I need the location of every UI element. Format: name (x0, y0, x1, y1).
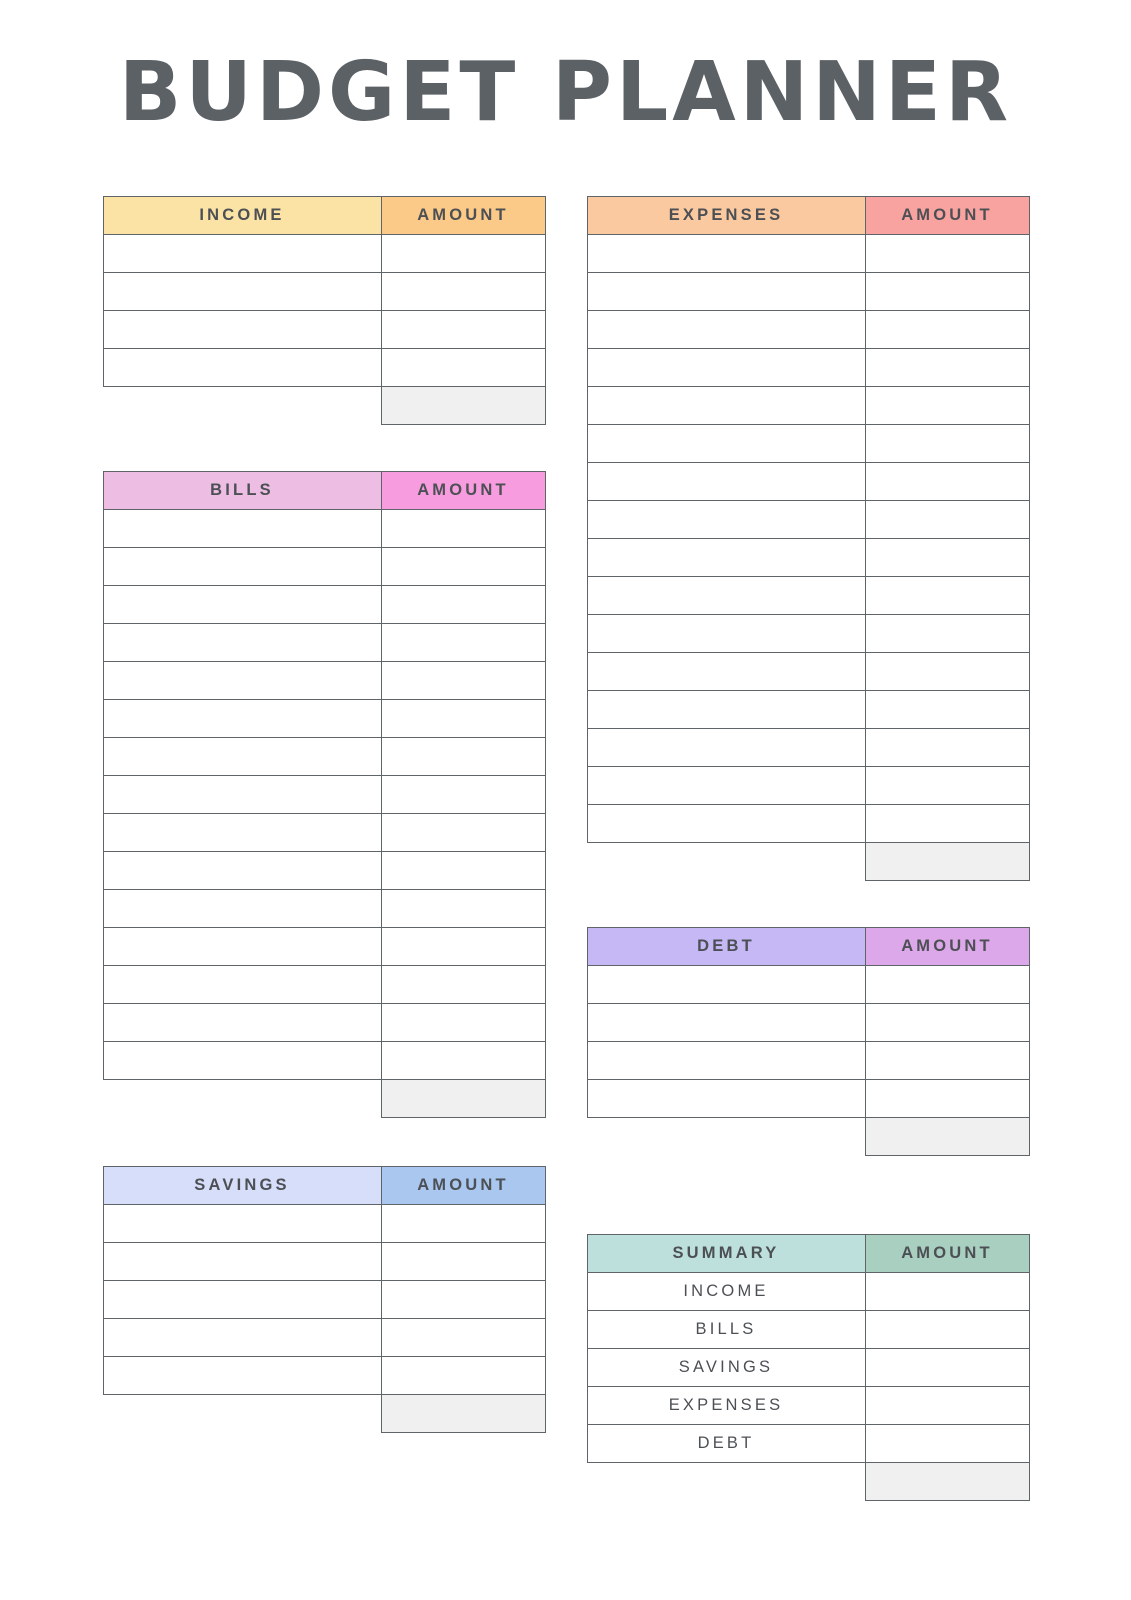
table-row[interactable] (103, 700, 545, 738)
savings-header-label: SAVINGS (103, 1167, 381, 1205)
bills-row-amount-12[interactable] (381, 928, 545, 966)
left-column (103, 196, 545, 1433)
table-row[interactable] (587, 767, 1029, 805)
income-header-label: INCOME (103, 197, 381, 235)
summary-header-label: SUMMARY (587, 1235, 865, 1273)
debt-table-body (587, 928, 1029, 1156)
expenses-row-label-3[interactable] (587, 311, 865, 349)
summary-table (587, 1234, 1030, 1501)
bills-row-label-9[interactable] (103, 814, 381, 852)
table-row[interactable] (587, 1425, 1029, 1463)
summary-row-debt-amount[interactable] (865, 1425, 1029, 1463)
expenses-row-amount-15[interactable] (865, 767, 1029, 805)
right-column (587, 196, 1029, 1501)
summary-row-income-amount[interactable] (865, 1273, 1029, 1311)
bills-row-label-11[interactable] (103, 890, 381, 928)
table-row[interactable] (587, 387, 1029, 425)
summary-header-row (587, 1235, 1029, 1273)
table-row[interactable] (103, 966, 545, 1004)
bills-table (103, 471, 546, 1118)
table-row[interactable] (103, 311, 545, 349)
bills-row-amount-5[interactable] (381, 662, 545, 700)
table-row[interactable] (103, 928, 545, 966)
table-row[interactable] (587, 691, 1029, 729)
income-row-label-1[interactable] (103, 235, 381, 273)
table-row[interactable] (587, 615, 1029, 653)
income-row-label-4[interactable] (103, 349, 381, 387)
debt-amount-header: AMOUNT (865, 928, 1029, 966)
expenses-row-amount-3[interactable] (865, 311, 1029, 349)
debt-row-amount-1[interactable] (865, 966, 1029, 1004)
expenses-row-label-6[interactable] (587, 425, 865, 463)
spacer-expenses-debt (587, 881, 1029, 927)
savings-total-box[interactable] (381, 1395, 545, 1433)
bills-amount-header: AMOUNT (381, 472, 545, 510)
table-row[interactable] (103, 814, 545, 852)
debt-row-amount-2[interactable] (865, 1004, 1029, 1042)
bills-row-label-15[interactable] (103, 1042, 381, 1080)
table-row[interactable] (587, 1042, 1029, 1080)
savings-row-amount-1[interactable] (381, 1205, 545, 1243)
savings-row-amount-4[interactable] (381, 1319, 545, 1357)
bills-row-label-13[interactable] (103, 966, 381, 1004)
income-total-box[interactable] (381, 387, 545, 425)
debt-total-row (587, 1118, 1029, 1156)
bills-row-amount-4[interactable] (381, 624, 545, 662)
expenses-table (587, 196, 1030, 881)
bills-row-amount-13[interactable] (381, 966, 545, 1004)
expenses-row-label-5[interactable] (587, 387, 865, 425)
expenses-row-label-1[interactable] (587, 235, 865, 273)
bills-row-label-4[interactable] (103, 624, 381, 662)
spacer-income-bills (103, 425, 545, 471)
bills-row-label-1[interactable] (103, 510, 381, 548)
bills-row-label-8[interactable] (103, 776, 381, 814)
income-table-body (103, 197, 545, 425)
bills-row-amount-14[interactable] (381, 1004, 545, 1042)
expenses-header-label: EXPENSES (587, 197, 865, 235)
table-row[interactable] (587, 1004, 1029, 1042)
expenses-row-amount-4[interactable] (865, 349, 1029, 387)
expenses-row-label-15[interactable] (587, 767, 865, 805)
bills-row-label-6[interactable] (103, 700, 381, 738)
bills-row-label-12[interactable] (103, 928, 381, 966)
debt-header-row (587, 928, 1029, 966)
bills-header-row (103, 472, 545, 510)
expenses-row-label-16[interactable] (587, 805, 865, 843)
bills-row-label-7[interactable] (103, 738, 381, 776)
table-row[interactable] (587, 273, 1029, 311)
expenses-row-label-12[interactable] (587, 653, 865, 691)
table-row[interactable] (587, 463, 1029, 501)
debt-row-label-4[interactable] (587, 1080, 865, 1118)
income-total-row (103, 387, 545, 425)
bills-table-body (103, 472, 545, 1118)
table-row[interactable] (587, 729, 1029, 767)
income-row-label-3[interactable] (103, 311, 381, 349)
bills-row-label-10[interactable] (103, 852, 381, 890)
expenses-row-amount-2[interactable] (865, 273, 1029, 311)
table-row[interactable] (103, 1243, 545, 1281)
bills-row-amount-15[interactable] (381, 1042, 545, 1080)
bills-row-label-2[interactable] (103, 548, 381, 586)
spacer-debt-summary (587, 1156, 1029, 1234)
expenses-row-label-14[interactable] (587, 729, 865, 767)
summary-row-savings-amount[interactable] (865, 1349, 1029, 1387)
table-row[interactable] (103, 349, 545, 387)
savings-row-amount-3[interactable] (381, 1281, 545, 1319)
table-row[interactable] (103, 1004, 545, 1042)
expenses-row-amount-12[interactable] (865, 653, 1029, 691)
bills-row-amount-3[interactable] (381, 586, 545, 624)
income-row-amount-2[interactable] (381, 273, 545, 311)
expenses-row-label-10[interactable] (587, 577, 865, 615)
bills-row-amount-8[interactable] (381, 776, 545, 814)
savings-row-label-2[interactable] (103, 1243, 381, 1281)
expenses-total-spacer (587, 843, 865, 881)
bills-row-amount-2[interactable] (381, 548, 545, 586)
savings-table (103, 1166, 546, 1433)
table-row[interactable] (103, 890, 545, 928)
table-row[interactable] (103, 586, 545, 624)
income-header-row (103, 197, 545, 235)
expenses-row-amount-11[interactable] (865, 615, 1029, 653)
expenses-row-amount-1[interactable] (865, 235, 1029, 273)
summary-total-box[interactable] (865, 1463, 1029, 1501)
debt-header-label: DEBT (587, 928, 865, 966)
debt-row-amount-4[interactable] (865, 1080, 1029, 1118)
income-row-amount-1[interactable] (381, 235, 545, 273)
bills-header-label: BILLS (103, 472, 381, 510)
expenses-row-amount-9[interactable] (865, 539, 1029, 577)
summary-amount-header: AMOUNT (865, 1235, 1029, 1273)
savings-total-row (103, 1395, 545, 1433)
debt-total-spacer (587, 1118, 865, 1156)
spacer-bills-savings (103, 1118, 545, 1166)
table-row[interactable] (103, 776, 545, 814)
expenses-table-body (587, 197, 1029, 881)
debt-row-label-1[interactable] (587, 966, 865, 1004)
table-row[interactable] (103, 1357, 545, 1395)
table-row[interactable] (587, 539, 1029, 577)
expenses-header-row (587, 197, 1029, 235)
table-row[interactable] (587, 1387, 1029, 1425)
debt-total-box[interactable] (865, 1118, 1029, 1156)
savings-row-label-5[interactable] (103, 1357, 381, 1395)
income-row-label-2[interactable] (103, 273, 381, 311)
table-row[interactable] (103, 273, 545, 311)
bills-total-row (103, 1080, 545, 1118)
bills-row-label-5[interactable] (103, 662, 381, 700)
expenses-row-label-13[interactable] (587, 691, 865, 729)
table-row[interactable] (587, 966, 1029, 1004)
savings-row-label-3[interactable] (103, 1281, 381, 1319)
table-row[interactable] (587, 425, 1029, 463)
table-row[interactable] (587, 311, 1029, 349)
debt-row-label-2[interactable] (587, 1004, 865, 1042)
table-row[interactable] (103, 548, 545, 586)
expenses-row-label-7[interactable] (587, 463, 865, 501)
income-amount-header: AMOUNT (381, 197, 545, 235)
summary-row-expenses-amount[interactable] (865, 1387, 1029, 1425)
tables-container (0, 196, 1131, 1501)
table-row[interactable] (103, 510, 545, 548)
summary-row-expenses-label: EXPENSES (587, 1387, 865, 1425)
table-row[interactable] (103, 852, 545, 890)
bills-row-amount-9[interactable] (381, 814, 545, 852)
summary-row-income-label: INCOME (587, 1273, 865, 1311)
savings-row-amount-5[interactable] (381, 1357, 545, 1395)
table-row[interactable] (103, 235, 545, 273)
expenses-total-box[interactable] (865, 843, 1029, 881)
bills-row-amount-7[interactable] (381, 738, 545, 776)
table-row[interactable] (103, 1281, 545, 1319)
expenses-row-label-8[interactable] (587, 501, 865, 539)
table-row[interactable] (587, 501, 1029, 539)
table-row[interactable] (103, 1319, 545, 1357)
table-row[interactable] (103, 1042, 545, 1080)
table-row[interactable] (587, 1080, 1029, 1118)
income-table (103, 196, 546, 425)
expenses-row-amount-8[interactable] (865, 501, 1029, 539)
expenses-row-amount-16[interactable] (865, 805, 1029, 843)
page-title: BUDGET PLANNER (118, 45, 1013, 140)
savings-total-spacer (103, 1395, 381, 1433)
expenses-total-row (587, 843, 1029, 881)
bills-total-box[interactable] (381, 1080, 545, 1118)
savings-table-body (103, 1167, 545, 1433)
table-row[interactable] (587, 1349, 1029, 1387)
expenses-row-label-2[interactable] (587, 273, 865, 311)
table-row[interactable] (103, 1205, 545, 1243)
table-row[interactable] (587, 1273, 1029, 1311)
expenses-row-amount-10[interactable] (865, 577, 1029, 615)
income-total-spacer (103, 387, 381, 425)
table-row[interactable] (587, 1311, 1029, 1349)
expenses-row-amount-14[interactable] (865, 729, 1029, 767)
summary-row-debt-label: DEBT (587, 1425, 865, 1463)
table-row[interactable] (103, 738, 545, 776)
table-row[interactable] (587, 805, 1029, 843)
expenses-row-label-4[interactable] (587, 349, 865, 387)
summary-row-savings-label: SAVINGS (587, 1349, 865, 1387)
table-row[interactable] (587, 653, 1029, 691)
savings-row-label-1[interactable] (103, 1205, 381, 1243)
savings-row-amount-2[interactable] (381, 1243, 545, 1281)
bills-row-amount-6[interactable] (381, 700, 545, 738)
income-row-amount-3[interactable] (381, 311, 545, 349)
summary-row-bills-label: BILLS (587, 1311, 865, 1349)
debt-row-label-3[interactable] (587, 1042, 865, 1080)
bills-row-amount-1[interactable] (381, 510, 545, 548)
debt-row-amount-3[interactable] (865, 1042, 1029, 1080)
summary-total-row (587, 1463, 1029, 1501)
table-row[interactable] (587, 235, 1029, 273)
savings-amount-header: AMOUNT (381, 1167, 545, 1205)
debt-table (587, 927, 1030, 1156)
bills-row-label-3[interactable] (103, 586, 381, 624)
summary-total-spacer (587, 1463, 865, 1501)
bills-total-spacer (103, 1080, 381, 1118)
expenses-row-label-9[interactable] (587, 539, 865, 577)
bills-row-amount-10[interactable] (381, 852, 545, 890)
summary-table-body (587, 1235, 1029, 1501)
expenses-row-amount-5[interactable] (865, 387, 1029, 425)
expenses-amount-header: AMOUNT (865, 197, 1029, 235)
table-row[interactable] (103, 624, 545, 662)
table-row[interactable] (103, 662, 545, 700)
expenses-row-amount-7[interactable] (865, 463, 1029, 501)
bills-row-amount-11[interactable] (381, 890, 545, 928)
table-row[interactable] (587, 349, 1029, 387)
savings-header-row (103, 1167, 545, 1205)
bills-row-label-14[interactable] (103, 1004, 381, 1042)
summary-row-bills-amount[interactable] (865, 1311, 1029, 1349)
expenses-row-amount-13[interactable] (865, 691, 1029, 729)
savings-row-label-4[interactable] (103, 1319, 381, 1357)
table-row[interactable] (587, 577, 1029, 615)
income-row-amount-4[interactable] (381, 349, 545, 387)
expenses-row-amount-6[interactable] (865, 425, 1029, 463)
expenses-row-label-11[interactable] (587, 615, 865, 653)
